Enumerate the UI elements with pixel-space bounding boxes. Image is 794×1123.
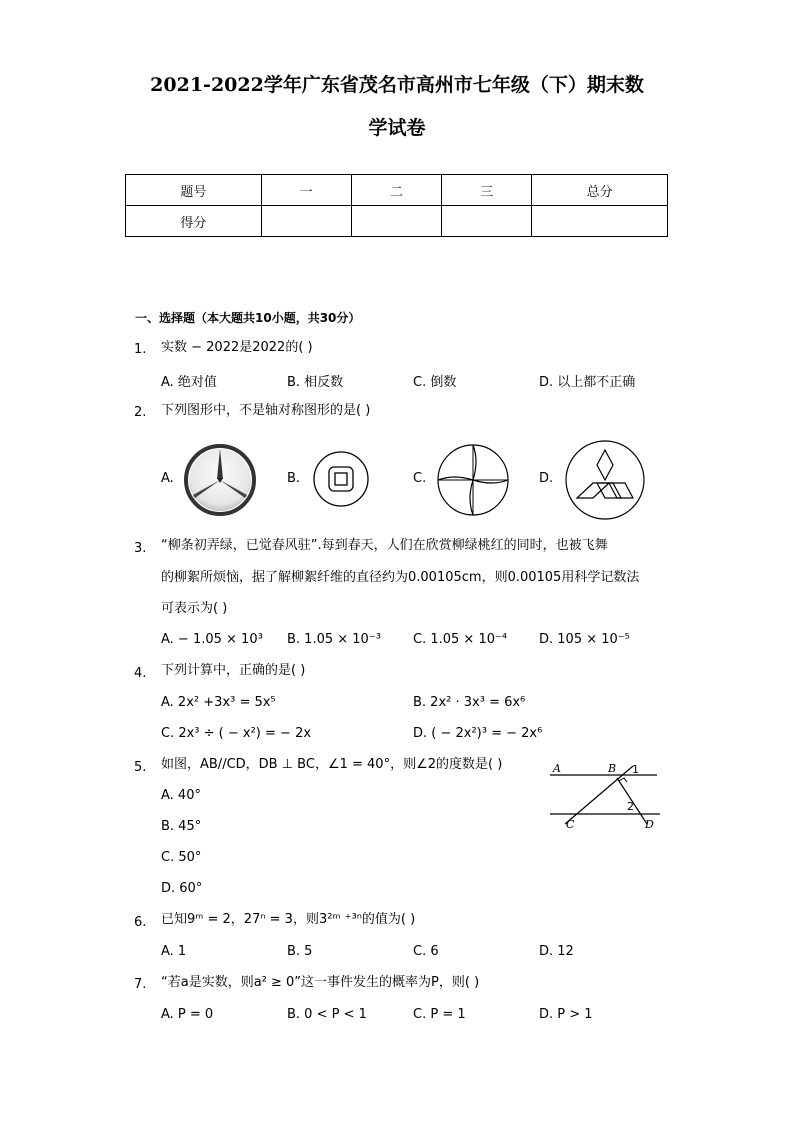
q2-label-a[interactable]: A. <box>161 471 174 486</box>
q3-number: 3. <box>134 541 147 556</box>
page-title-line2: 学试卷 <box>368 117 426 139</box>
q4-option-b[interactable]: B. 2x² · 3x³ = 6x⁶ <box>413 695 526 710</box>
section-heading: 一、选择题（本大题共10小题，共30分） <box>135 311 361 325</box>
label-a: A <box>553 762 561 775</box>
q4-text: 下列计算中，正确的是( ) <box>161 663 306 678</box>
q7-text: “若a是实数，则a² ≥ 0”这一事件发生的概率为P，则( ) <box>161 975 480 990</box>
q3-text-line2: 的柳絮所烦恼，据了解柳絮纤维的直径约为0.00105cm，则0.00105用科学记数法 <box>161 570 640 585</box>
q5-option-b[interactable]: B. 45° <box>161 819 202 834</box>
header-cell: 三 <box>442 175 532 206</box>
q2-label-b[interactable]: B. <box>287 471 301 486</box>
q1-number: 1. <box>134 342 147 357</box>
q1-option-c[interactable]: C. 倒数 <box>413 375 457 390</box>
q7-number: 7. <box>134 977 147 992</box>
parallel-lines-figure <box>545 758 665 833</box>
label-d: D <box>645 818 654 831</box>
q2-label-d[interactable]: D. <box>539 471 554 486</box>
q2-text: 下列图形中，不是轴对称图形的是( ) <box>161 403 371 418</box>
q4-option-a[interactable]: A. 2x² +3x³ = 5x⁵ <box>161 695 276 710</box>
q4-number: 4. <box>134 666 147 681</box>
q6-option-d[interactable]: D. 12 <box>539 944 574 959</box>
header-cell: 总分 <box>532 175 668 206</box>
q1-option-b[interactable]: B. 相反数 <box>287 375 344 390</box>
q7-option-c[interactable]: C. P = 1 <box>413 1007 466 1022</box>
q6-option-c[interactable]: C. 6 <box>413 944 439 959</box>
q2-label-c[interactable]: C. <box>413 471 427 486</box>
coin-figure <box>311 446 371 512</box>
label-b: B <box>608 762 617 775</box>
q6-option-b[interactable]: B. 5 <box>287 944 313 959</box>
q3-option-d[interactable]: D. 105 × 10⁻⁵ <box>539 632 630 647</box>
q5-option-a[interactable]: A. 40° <box>161 788 201 803</box>
mercedes-logo-figure <box>183 443 257 517</box>
q2-number: 2. <box>134 405 147 420</box>
q3-text-line3: 可表示为( ) <box>161 601 228 616</box>
label-c: C <box>566 818 575 831</box>
q1-option-a[interactable]: A. 绝对值 <box>161 375 217 390</box>
header-cell: 二 <box>351 175 442 206</box>
score-cell[interactable] <box>442 206 532 237</box>
q3-option-c[interactable]: C. 1.05 × 10⁻⁴ <box>413 632 508 647</box>
q6-text: 已知9ᵐ = 2，27ⁿ = 3，则3²ᵐ ⁺³ⁿ的值为( ) <box>161 912 416 927</box>
q5-option-d[interactable]: D. 60° <box>161 881 203 896</box>
q3-option-b[interactable]: B. 1.05 × 10⁻³ <box>287 632 381 647</box>
q1-option-d[interactable]: D. 以上都不正确 <box>539 375 636 390</box>
q7-option-d[interactable]: D. P > 1 <box>539 1007 593 1022</box>
q6-option-a[interactable]: A. 1 <box>161 944 187 959</box>
q5-text: 如图，AB//CD，DB ⊥ BC，∠1 = 40°，则∠2的度数是( ) <box>161 757 503 772</box>
score-table-row <box>126 206 668 237</box>
score-table-header <box>126 175 668 206</box>
header-cell: 一 <box>261 175 351 206</box>
windmill-circle-figure <box>434 441 512 519</box>
score-cell[interactable] <box>261 206 351 237</box>
q6-number: 6. <box>134 915 147 930</box>
score-cell[interactable] <box>351 206 442 237</box>
q3-text-line1: “柳条初弄绿，已觉春风驻”.每到春天，人们在欣赏柳绿桃红的同时，也被飞舞 <box>161 538 608 553</box>
score-table <box>125 174 668 237</box>
three-diamonds-figure <box>563 438 647 522</box>
q5-option-c[interactable]: C. 50° <box>161 850 202 865</box>
q4-option-d[interactable]: D. ( − 2x²)³ = − 2x⁶ <box>413 726 543 741</box>
q5-number: 5. <box>134 760 147 775</box>
score-cell[interactable] <box>532 206 668 237</box>
q7-option-a[interactable]: A. P = 0 <box>161 1007 214 1022</box>
q4-option-c[interactable]: C. 2x³ ÷ ( − x²) = − 2x <box>161 726 312 741</box>
q3-option-a[interactable]: A. − 1.05 × 10³ <box>161 632 263 647</box>
label-angle-2: 2 <box>627 800 634 813</box>
header-cell: 题号 <box>126 175 262 206</box>
page-title-line1: 2021-2022学年广东省茂名市高州市七年级（下）期末数 <box>150 74 644 96</box>
q1-text: 实数 − 2022是2022的( ) <box>161 340 313 355</box>
label-angle-1: 1 <box>632 763 639 776</box>
row-label: 得分 <box>126 206 262 237</box>
q7-option-b[interactable]: B. 0 < P < 1 <box>287 1007 367 1022</box>
